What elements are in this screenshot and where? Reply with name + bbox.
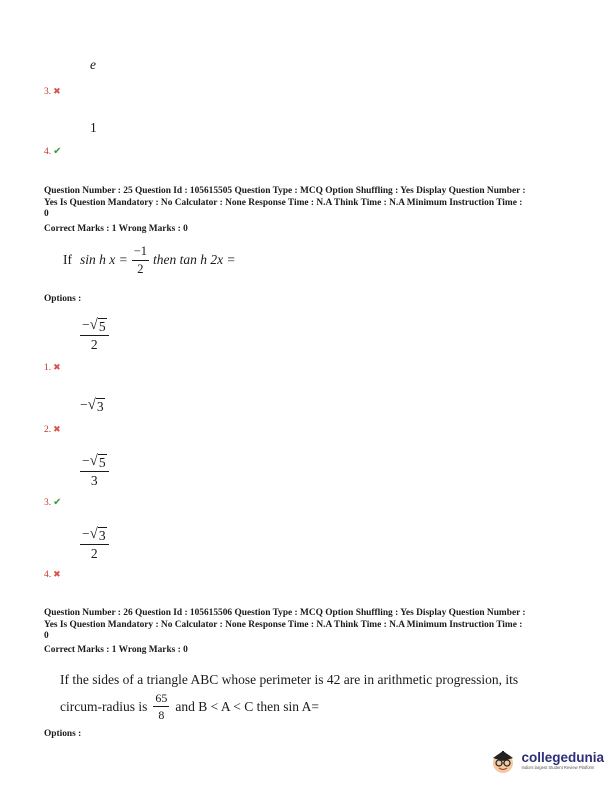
option-number: 3. (44, 498, 52, 508)
stem-text: circum-radius is (60, 698, 148, 714)
option-4-row (44, 564, 61, 582)
option-fraction (80, 527, 109, 561)
sqrt (88, 398, 105, 413)
meta-line: Question Number : 26 Question Id : 105615506 Question Type : MCQ Option Shuffling : Yes Display Question Number : (44, 608, 526, 618)
option-4-row (44, 141, 62, 159)
minus-sign: − (82, 526, 90, 541)
question-25-meta (44, 186, 574, 221)
fraction-denominator: 2 (137, 261, 144, 276)
minus-sign: − (82, 453, 90, 468)
cross-icon: ✖ (53, 87, 61, 97)
radicand: 5 (98, 455, 106, 470)
cross-icon: ✖ (53, 425, 61, 435)
radicand: 3 (98, 528, 106, 543)
option-4-content (80, 527, 109, 561)
radicand: 5 (98, 319, 106, 334)
stem-rhs: then tan h 2x = (153, 252, 236, 267)
collegedunia-logo (488, 746, 604, 776)
radical-icon: √ (89, 453, 98, 469)
option-2-row (44, 419, 61, 437)
question-25-marks: Correct Marks : 1 Wrong Marks : 0 (44, 224, 188, 234)
question-25-options-label: Options : (44, 294, 82, 304)
check-icon: ✔ (53, 146, 62, 157)
stem-fraction (153, 692, 169, 721)
fraction-numerator: 65 (155, 691, 168, 705)
sqrt (90, 527, 107, 542)
fraction-numerator (80, 454, 109, 472)
option-3-content (80, 454, 109, 488)
radical-icon: √ (87, 397, 96, 413)
stem-fraction (132, 245, 149, 275)
stem-lhs: sin h x = (80, 252, 128, 267)
meta-line: 0 (44, 631, 49, 641)
option-number: 4. (44, 147, 52, 157)
minus-sign: − (82, 317, 90, 332)
fraction-numerator (80, 318, 109, 336)
question-25-stem (63, 245, 236, 275)
logo-title: collegedunia (521, 750, 604, 765)
stem-line: If the sides of a triangle ABC whose perimeter is 42 are in arithmetic progression, its (60, 672, 519, 687)
cross-icon: ✖ (53, 570, 61, 580)
stem-if: If (63, 252, 72, 267)
option-fraction (80, 318, 109, 352)
question-26-options-label: Options : (44, 729, 82, 739)
meta-line: Question Number : 25 Question Id : 105615505 Question Type : MCQ Option Shuffling : Yes Display Question Number : (44, 186, 526, 196)
option-fraction (80, 454, 109, 488)
radical-icon: √ (89, 526, 98, 542)
fraction-numerator: −1 (132, 245, 149, 261)
question-26-marks: Correct Marks : 1 Wrong Marks : 0 (44, 645, 188, 655)
fraction-denominator: 2 (90, 337, 98, 352)
option-number: 4. (44, 570, 52, 580)
minus-sign: − (80, 397, 88, 412)
fraction-denominator: 2 (90, 546, 98, 561)
meta-line: Yes Is Question Mandatory : No Calculator : None Response Time : N.A Think Time : N.A Minimum Instruction Time : (44, 197, 523, 208)
option-3-row (44, 81, 61, 99)
fraction-denominator: 3 (90, 473, 98, 488)
sqrt (90, 454, 107, 469)
logo-tagline: India's largest Student Review Platform (521, 765, 595, 770)
question-26-stem (60, 671, 580, 721)
meta-line: Yes Is Question Mandatory : No Calculator : None Response Time : N.A Think Time : N.A Minimum Instruction Time : (44, 619, 523, 630)
meta-line: 0 (44, 209, 49, 219)
option-3-content: e (90, 57, 96, 72)
option-1-row (44, 357, 61, 375)
fraction-denominator: 8 (158, 708, 165, 722)
sqrt (90, 318, 107, 333)
option-4-content: 1 (90, 120, 97, 135)
stem-text: and B < A < C then sin A= (175, 698, 319, 714)
option-number: 3. (44, 87, 52, 97)
option-2-content (80, 397, 105, 413)
radical-icon: √ (89, 317, 98, 333)
check-icon: ✔ (53, 497, 62, 508)
cross-icon: ✖ (53, 363, 61, 373)
stem-line (60, 692, 580, 721)
question-26-meta (44, 608, 574, 643)
option-number: 1. (44, 363, 52, 373)
mascot-icon (488, 746, 518, 776)
option-3-row (44, 492, 62, 510)
radicand: 3 (96, 399, 104, 414)
option-1-content (80, 318, 109, 352)
option-number: 2. (44, 425, 52, 435)
fraction-numerator (80, 527, 109, 545)
